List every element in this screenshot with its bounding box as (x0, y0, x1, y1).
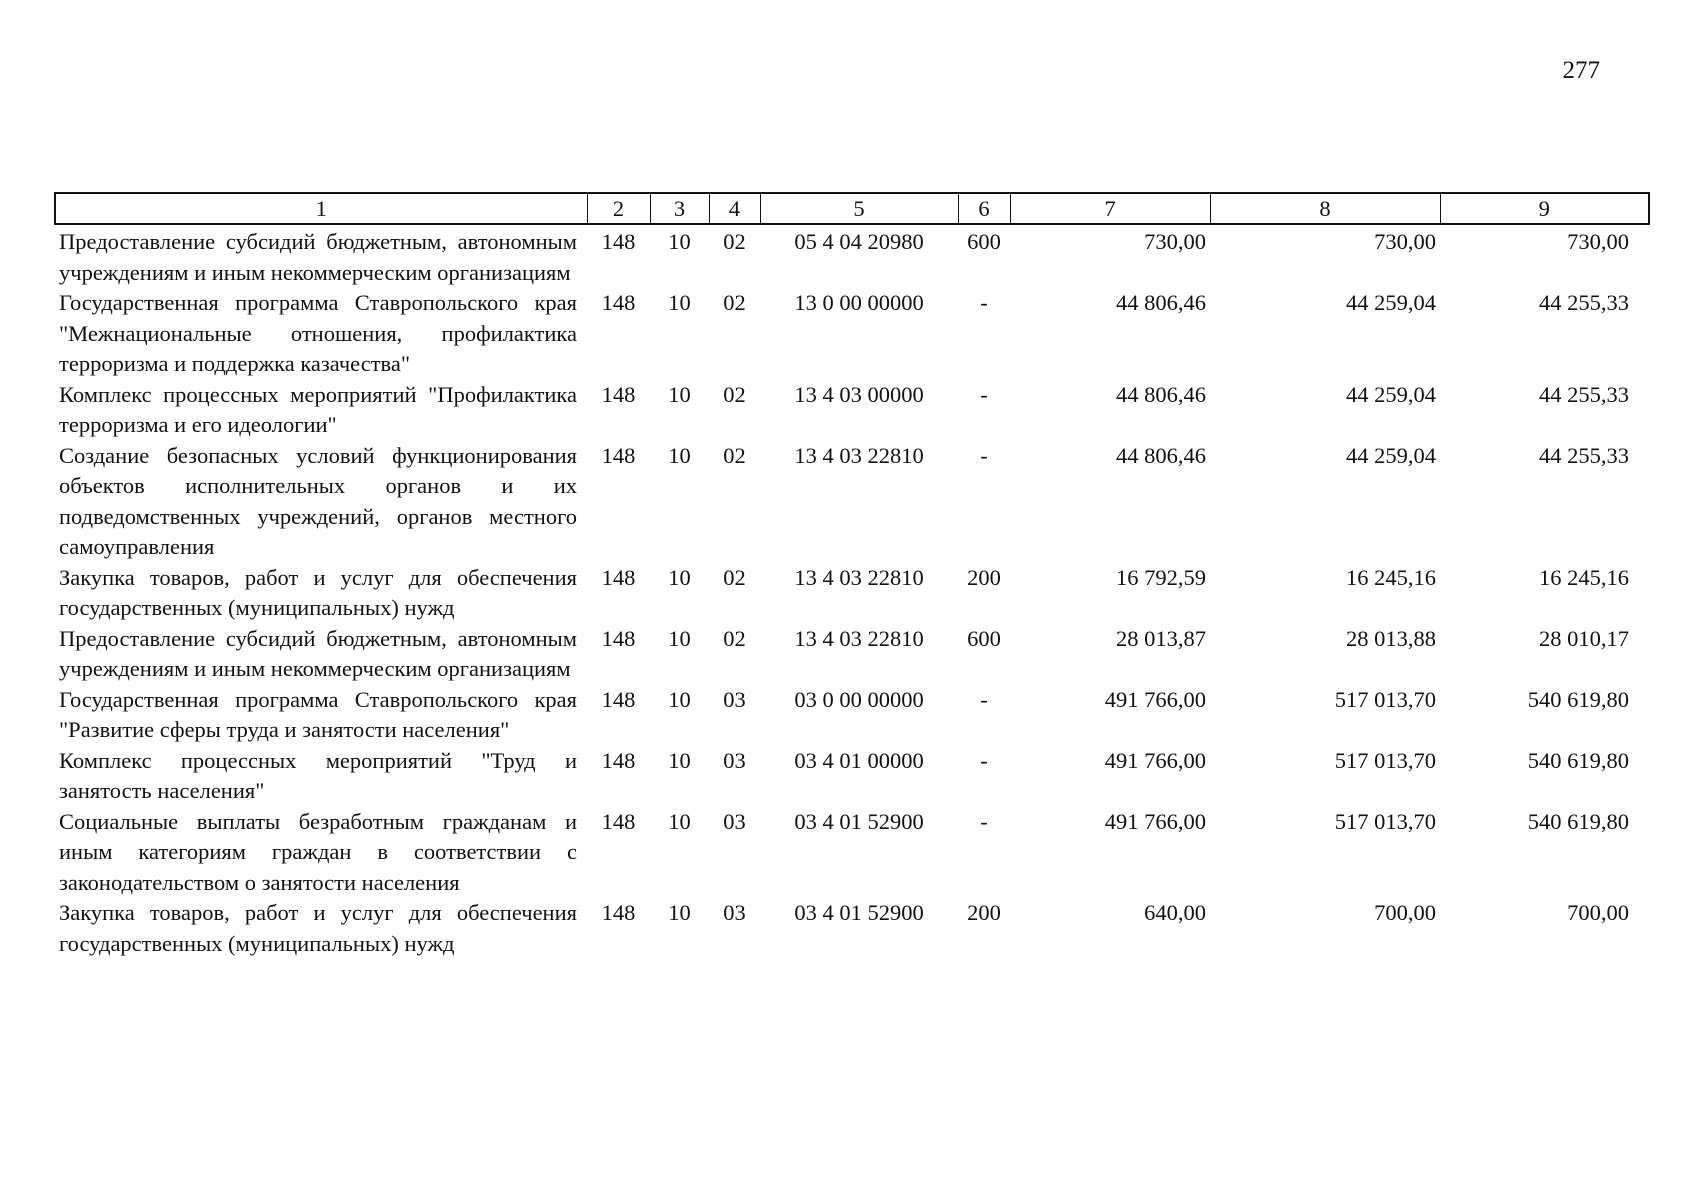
header-cell-7: 7 (1010, 193, 1210, 224)
row-section-code: 10 (668, 900, 691, 925)
row-section-code: 10 (668, 808, 691, 834)
row-name: Предоставление субсидий бюджетным, автономным учреждениям и иным некоммерческим организациям (59, 625, 577, 681)
row-target-article: 13 4 03 00000 (794, 381, 924, 407)
row-ministry-code: 148 (601, 290, 636, 315)
header-cell-1: 1 (55, 193, 587, 224)
row-amount-col8: 16 245,16 (1346, 564, 1436, 590)
row-expense-type: - (980, 747, 988, 773)
table-row (55, 898, 1649, 959)
row-section-code: 10 (668, 564, 691, 590)
table-row (55, 441, 1649, 563)
row-target-article: 03 4 01 52900 (794, 900, 924, 925)
row-ministry-code: 148 (601, 686, 636, 712)
row-section-code: 10 (668, 625, 691, 651)
row-subsection-code: 02 (723, 442, 746, 468)
row-amount-col9: 44 255,33 (1539, 442, 1629, 468)
header-cell-2: 2 (587, 193, 650, 224)
row-amount-col9: 730,00 (1567, 229, 1629, 254)
row-target-article: 03 0 00 00000 (794, 686, 924, 712)
header-cell-9: 9 (1440, 193, 1649, 224)
row-amount-col7: 491 766,00 (1104, 747, 1206, 773)
row-expense-type: - (980, 381, 988, 407)
row-section-code: 10 (668, 442, 691, 468)
row-target-article: 13 4 03 22810 (794, 564, 924, 590)
row-expense-type: 600 (967, 229, 1001, 254)
table-row (55, 224, 1649, 288)
row-subsection-code: 02 (723, 229, 746, 254)
header-cell-6: 6 (958, 193, 1010, 224)
row-name: Предоставление субсидий бюджетным, автономным учреждениям и иным некоммерческим организациям (59, 229, 577, 285)
row-subsection-code: 02 (723, 381, 746, 407)
row-section-code: 10 (668, 381, 691, 407)
row-ministry-code: 148 (601, 747, 636, 773)
row-subsection-code: 02 (723, 564, 746, 590)
row-ministry-code: 148 (601, 229, 636, 254)
row-amount-col7: 28 013,87 (1116, 625, 1206, 651)
row-amount-col8: 517 013,70 (1334, 747, 1436, 773)
row-expense-type: - (980, 686, 988, 712)
row-section-code: 10 (668, 747, 691, 773)
row-expense-type: 200 (967, 900, 1001, 925)
row-amount-col9: 44 255,33 (1539, 381, 1629, 407)
row-amount-col9: 540 619,80 (1527, 747, 1629, 773)
row-amount-col7: 730,00 (1144, 229, 1206, 254)
row-name: Социальные выплаты безработным гражданам и иным категориям граждан в соответствии с законодательством о занятости населения (59, 808, 577, 895)
row-name: Закупка товаров, работ и услуг для обеспечения государственных (муниципальных) нужд (59, 900, 577, 956)
row-expense-type: - (980, 290, 988, 315)
row-name: Создание безопасных условий функционирования объектов исполнительных органов и их подведомственных учреждений, органов местного самоуправления (59, 442, 577, 559)
row-expense-type: 600 (967, 625, 1001, 651)
row-expense-type: - (980, 442, 988, 468)
table-row (55, 624, 1649, 685)
table-body (55, 224, 1649, 959)
row-amount-col9: 44 255,33 (1539, 290, 1629, 315)
header-cell-8: 8 (1210, 193, 1440, 224)
budget-table (54, 192, 1650, 959)
row-target-article: 13 4 03 22810 (794, 442, 924, 468)
header-row (55, 193, 1649, 224)
row-amount-col7: 44 806,46 (1116, 442, 1206, 468)
table-row (55, 746, 1649, 807)
row-amount-col7: 491 766,00 (1104, 686, 1206, 712)
table-row (55, 685, 1649, 746)
row-amount-col7: 44 806,46 (1116, 290, 1206, 315)
row-ministry-code: 148 (601, 381, 636, 407)
row-ministry-code: 148 (601, 808, 636, 834)
row-expense-type: 200 (967, 564, 1001, 590)
row-amount-col8: 28 013,88 (1346, 625, 1436, 651)
row-ministry-code: 148 (601, 564, 636, 590)
row-target-article: 13 4 03 22810 (794, 625, 924, 651)
row-amount-col7: 44 806,46 (1116, 381, 1206, 407)
row-subsection-code: 02 (723, 625, 746, 651)
row-subsection-code: 03 (723, 686, 746, 712)
row-amount-col7: 640,00 (1144, 900, 1206, 925)
row-name: Комплекс процессных мероприятий "Профилактика терроризма и его идеологии" (59, 381, 577, 437)
header-cell-4: 4 (709, 193, 760, 224)
row-amount-col7: 16 792,59 (1116, 564, 1206, 590)
row-amount-col8: 44 259,04 (1346, 381, 1436, 407)
row-target-article: 13 0 00 00000 (794, 290, 924, 315)
row-section-code: 10 (668, 290, 691, 315)
table-row (55, 288, 1649, 380)
row-name: Закупка товаров, работ и услуг для обеспечения государственных (муниципальных) нужд (59, 564, 577, 620)
row-amount-col8: 44 259,04 (1346, 442, 1436, 468)
row-subsection-code: 02 (723, 290, 746, 315)
row-target-article: 05 4 04 20980 (794, 229, 924, 254)
row-amount-col8: 730,00 (1374, 229, 1436, 254)
row-subsection-code: 03 (723, 808, 746, 834)
row-ministry-code: 148 (601, 625, 636, 651)
table-header (55, 193, 1649, 224)
table-row (55, 563, 1649, 624)
row-target-article: 03 4 01 00000 (794, 747, 924, 773)
page-number: 277 (1562, 57, 1600, 84)
row-amount-col9: 540 619,80 (1527, 808, 1629, 834)
row-amount-col9: 28 010,17 (1539, 625, 1629, 651)
row-section-code: 10 (668, 686, 691, 712)
row-amount-col8: 517 013,70 (1334, 686, 1436, 712)
table-row (55, 380, 1649, 441)
row-amount-col7: 491 766,00 (1104, 808, 1206, 834)
row-section-code: 10 (668, 229, 691, 254)
row-name: Комплекс процессных мероприятий "Труд и занятость населения" (59, 747, 577, 803)
row-name: Государственная программа Ставропольского края "Развитие сферы труда и занятости населения" (59, 686, 577, 742)
row-amount-col9: 700,00 (1567, 900, 1629, 925)
row-expense-type: - (980, 808, 988, 834)
row-amount-col9: 540 619,80 (1527, 686, 1629, 712)
row-ministry-code: 148 (601, 442, 636, 468)
table-row (55, 807, 1649, 899)
row-amount-col8: 44 259,04 (1346, 290, 1436, 315)
row-name: Государственная программа Ставропольского края "Межнациональные отношения, профилактика терроризма и поддержка казачества" (59, 290, 577, 376)
row-amount-col8: 517 013,70 (1334, 808, 1436, 834)
row-amount-col9: 16 245,16 (1539, 564, 1629, 590)
row-ministry-code: 148 (601, 900, 636, 925)
row-amount-col8: 700,00 (1374, 900, 1436, 925)
row-subsection-code: 03 (723, 900, 746, 925)
row-target-article: 03 4 01 52900 (794, 808, 924, 834)
header-cell-5: 5 (760, 193, 958, 224)
header-cell-3: 3 (650, 193, 709, 224)
row-subsection-code: 03 (723, 747, 746, 773)
